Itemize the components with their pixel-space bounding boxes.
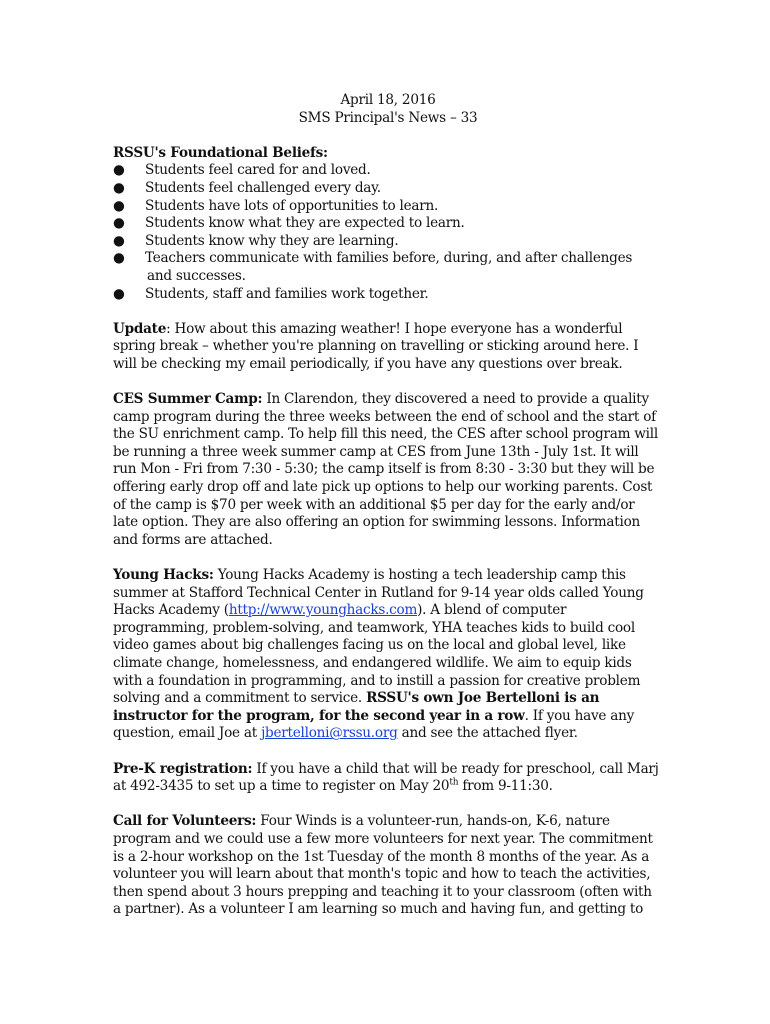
ces-label: CES Summer Camp: bbox=[113, 391, 263, 408]
younghacks-link[interactable]: http://www.younghacks.com bbox=[228, 602, 418, 619]
list-item: ● Students feel cared for and loved. bbox=[113, 162, 371, 179]
young-hacks-paragraph: Young Hacks: Young Hacks Academy is hosting a tech leadership camp this summer at Stafford Technical Center in Rutland for 9-14 year olds called Young Hacks Academy (http://www.younghacks.com). A blend of computer programming, problem-solving, and teamwork, YHA teaches kids to build cool video games about big challenges facing us on the local and global level, like climate change, homelessness, and endangered wildlife. We aim to equip kids with a foundation in programming, and to instill a passion for creative problem solving and a commitment to service. RSSU's own Joe Bertelloni is an instructor for the program, for the second year in a row. If you have any question, email Joe at jbertelloni@rssu.org and see the attached flyer. bbox=[113, 567, 644, 742]
bullet-icon: ● bbox=[113, 162, 125, 179]
list-item: ● Students know what they are expected to learn. bbox=[113, 215, 465, 232]
prek-paragraph: Pre-K registration: If you have a child that will be ready for preschool, call Marj at 492-3435 to set up a time to register on May 20th from 9-11:30. bbox=[113, 760, 659, 795]
joe-highlight: RSSU's own Joe Bertelloni is an instructor for the program, for the second year in a row bbox=[113, 690, 600, 724]
update-paragraph: Update: How about this amazing weather! I hope everyone has a wonderful spring break – whether you're planning on travelling or sticking around here. I will be checking my email periodically, if you have any questions over break. bbox=[113, 320, 639, 372]
beliefs-heading: RSSU's Foundational Beliefs: bbox=[113, 144, 328, 161]
email-link[interactable]: jbertelloni@rssu.org bbox=[261, 725, 398, 742]
bullet-icon: ● bbox=[113, 215, 125, 232]
bullet-icon: ● bbox=[113, 197, 125, 214]
list-item: ● Students know why they are learning. bbox=[113, 232, 399, 249]
volunteers-paragraph: Call for Volunteers: Four Winds is a volunteer-run, hands-on, K-6, nature program and we could use a few more volunteers for next year. The commitment is a 2-hour workshop on the 1st Tuesday of the month 8 months of the year. As a volunteer you will learn about that month's topic and how to teach the activities, then spend about 3 hours prepping and teaching it to your classroom (often with a partner). As a volunteer I am learning so much and having fun, and getting to bbox=[113, 813, 653, 918]
bullet-icon: ● bbox=[113, 179, 125, 196]
prek-label: Pre-K registration: bbox=[113, 760, 253, 777]
bullet-icon: ● bbox=[113, 285, 125, 302]
update-label: Update bbox=[113, 320, 167, 337]
volunteers-label: Call for Volunteers: bbox=[113, 813, 257, 830]
newsletter-date: April 18, 2016 bbox=[340, 92, 436, 108]
ces-paragraph: CES Summer Camp: In Clarendon, they discovered a need to provide a quality camp program during the three weeks between the end of school and the start of the SU enrichment camp. To help fill this need, the CES after school program will be running a three week summer camp at CES from June 13th - July 1st. It will run Mon - Fri from 7:30 - 5:30; the camp itself is from 8:30 - 3:30 but they will be offering early drop off and late pick up options to help our working parents. Cost of the camp is $70 per week with an additional $5 per day for the early and/or late option. They are also offering an option for swimming lessons. Information and forms are attached. bbox=[113, 391, 658, 548]
beliefs-section bbox=[113, 145, 663, 303]
list-item: ● Students have lots of opportunities to learn. bbox=[113, 197, 439, 214]
beliefs-list bbox=[113, 162, 663, 303]
list-item: ● Students feel challenged every day. bbox=[113, 179, 381, 196]
list-item: ● Students, staff and families work together. bbox=[113, 285, 429, 302]
list-item: ● Teachers communicate with families before, during, and after challenges and successes. bbox=[113, 250, 633, 284]
bullet-icon: ● bbox=[113, 250, 125, 267]
newsletter-body bbox=[113, 92, 663, 919]
newsletter-title: SMS Principal's News – 33 bbox=[298, 109, 478, 126]
bullet-icon: ● bbox=[113, 232, 125, 249]
young-hacks-label: Young Hacks: bbox=[113, 567, 214, 584]
